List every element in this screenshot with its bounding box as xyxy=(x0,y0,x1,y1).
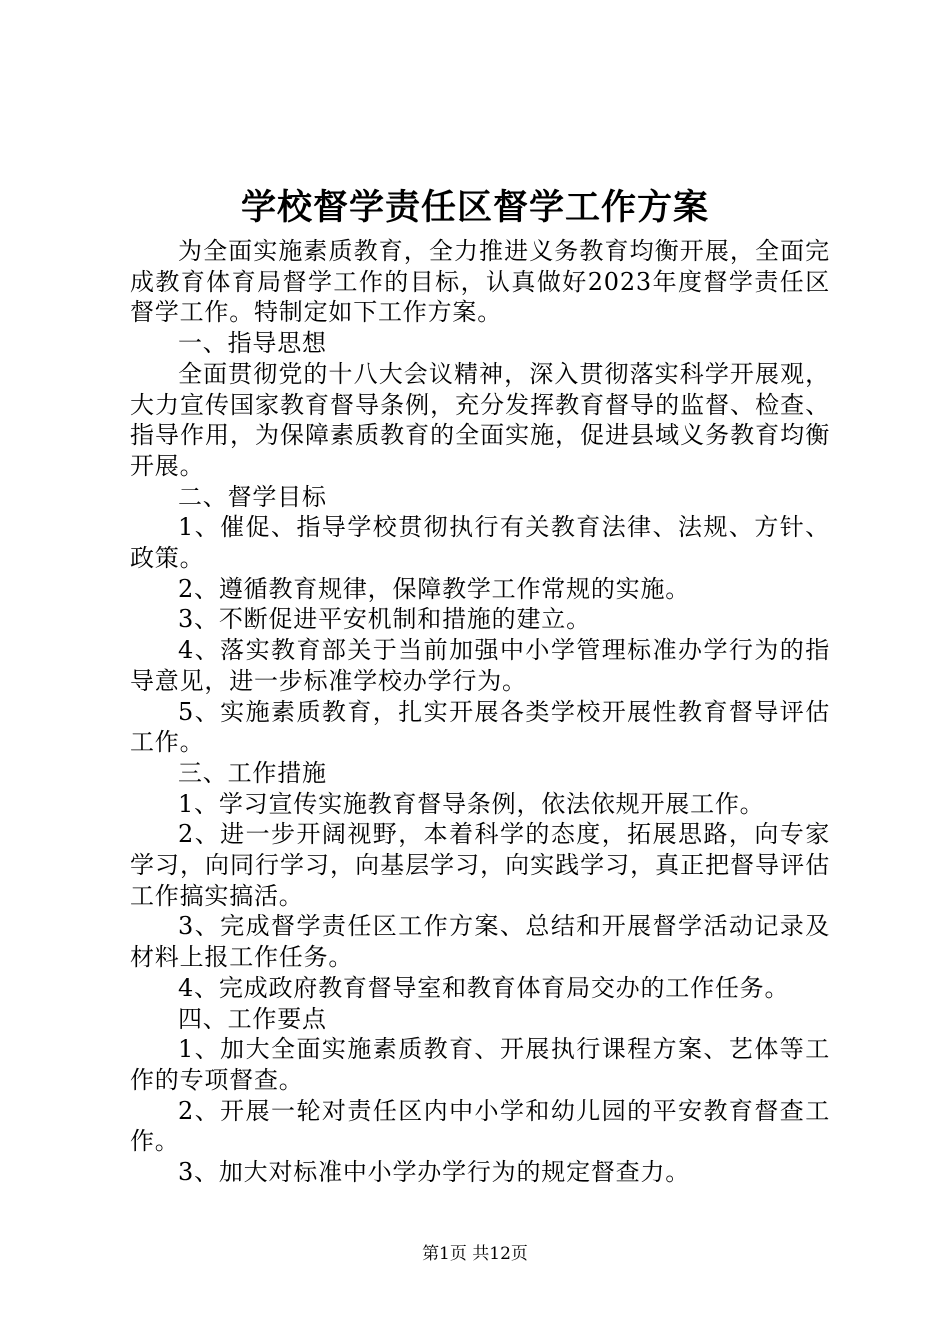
intro-paragraph: 为全面实施素质教育，全力推进义务教育均衡开展，全面完成教育体育局督学工作的目标，认真做好2023年度督学责任区督学工作。特制定如下工作方案。 xyxy=(130,237,830,327)
measure-item-1: 1、学习宣传实施教育督导条例，依法依规开展工作。 xyxy=(178,789,765,818)
goal-item-4: 4、落实教育部关于当前加强中小学管理标准办学行为的指导意见，进一步标准学校办学行为。 xyxy=(130,636,830,695)
document-title: 学校督学责任区督学工作方案 xyxy=(240,187,709,228)
measure-item-2: 2、进一步开阔视野，本着科学的态度，拓展思路，向专家学习，向同行学习，向基层学习，向实践学习，真正把督导评估工作搞实搞活。 xyxy=(130,820,830,910)
section-heading-goals: 二、督学目标 xyxy=(178,482,327,511)
goal-item-2: 2、遵循教育规律，保障教学工作常规的实施。 xyxy=(178,574,691,603)
section-heading-guiding-thought: 一、指导思想 xyxy=(178,329,327,358)
measure-item-4: 4、完成政府教育督导室和教育体育局交办的工作任务。 xyxy=(178,973,790,1002)
goal-item-5: 5、实施素质教育，扎实开展各类学校开展性教育督导评估工作。 xyxy=(130,697,830,757)
measure-item-3: 3、完成督学责任区工作方案、总结和开展督学活动记录及材料上报工作任务。 xyxy=(130,912,830,972)
guiding-thought-paragraph: 全面贯彻党的十八大会议精神，深入贯彻落实科学开展观，大力宣传国家教育督导条例，充分发挥教育督导的监督、检查、指导作用，为保障素质教育的全面实施，促进县域义务教育均衡开展。 xyxy=(130,359,830,480)
key-point-item-3: 3、加大对标准中小学办学行为的规定督查力。 xyxy=(178,1158,691,1187)
goal-item-3: 3、不断促进平安机制和措施的建立。 xyxy=(178,605,591,634)
section-heading-measures: 三、工作措施 xyxy=(178,758,327,787)
section-heading-key-points: 四、工作要点 xyxy=(178,1004,327,1033)
key-point-item-1: 1、加大全面实施素质教育、开展执行课程方案、艺体等工作的专项督查。 xyxy=(130,1035,830,1094)
document-body xyxy=(130,236,830,1188)
key-point-item-2: 2、开展一轮对责任区内中小学和幼儿园的平安教育督查工作。 xyxy=(130,1096,830,1156)
page-footer: 第1页 共12页 xyxy=(422,1244,528,1264)
goal-item-1: 1、催促、指导学校贯彻执行有关教育法律、法规、方针、政策。 xyxy=(130,513,830,573)
